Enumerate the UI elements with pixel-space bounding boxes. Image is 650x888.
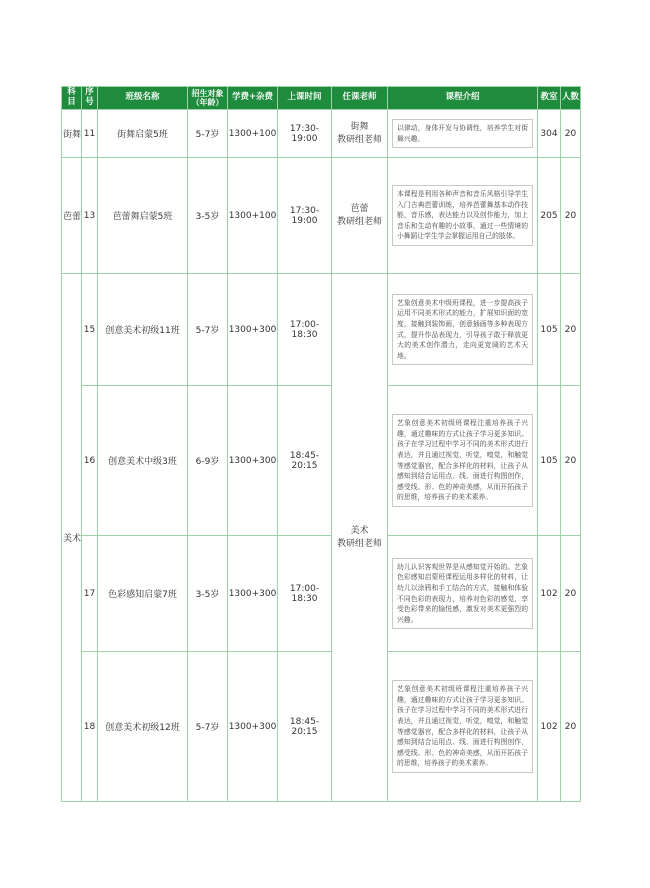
count-cell: 20 <box>561 274 581 386</box>
header-class-name: 班级名称 <box>98 87 188 110</box>
class-name-cell: 色彩感知启蒙7班 <box>98 536 188 652</box>
room-cell: 205 <box>538 158 561 274</box>
class-name-cell: 街舞启蒙5班 <box>98 110 188 158</box>
time-cell: 17:00-18:30 <box>278 536 332 652</box>
intro-cell <box>388 652 538 802</box>
class-name-cell: 芭蕾舞启蒙5班 <box>98 158 188 274</box>
course-schedule-table <box>61 86 581 802</box>
intro-text: 幼儿认识客观世界是从感知觉开始的。艺象色彩感知启蒙班课程运用多样化的材料，让幼儿以涂鸦和手工结合的方式，接触和体验不同色彩的表现力，培养对色彩的感觉，享受色彩带来的愉悦感，激发对美术更强烈的兴趣。 <box>392 558 533 629</box>
intro-cell <box>388 536 538 652</box>
class-name-cell: 创意美术初级12班 <box>98 652 188 802</box>
room-cell: 102 <box>538 536 561 652</box>
header-subject: 科 目 <box>62 87 82 110</box>
intro-text: 艺象创意美术初级班课程注重培养孩子兴趣，通过趣味的方式让孩子学习更多知识。孩子在学习过程中学习不同的美术形式进行表达，并且通过视觉，听觉，嗅觉，和触觉等感觉器官，配合多样化的材料，让孩子从感知到结合运用点、线、面进行构图创作，感受线、形、色的神奇美感，从而开拓孩子的思维，培养孩子的美术素养。 <box>392 680 533 772</box>
intro-cell <box>388 274 538 386</box>
room-cell: 105 <box>538 274 561 386</box>
count-cell: 20 <box>561 110 581 158</box>
table-row <box>62 536 581 652</box>
age-cell: 5-7岁 <box>188 274 228 386</box>
seq-cell: 18 <box>82 652 98 802</box>
room-cell: 102 <box>538 652 561 802</box>
time-cell: 17:30-19:00 <box>278 158 332 274</box>
fee-cell: 1300+300 <box>228 652 278 802</box>
subject-cell: 美术 <box>62 274 82 802</box>
header-seq: 序 号 <box>82 87 98 110</box>
header-fee: 学费+杂费 <box>228 87 278 110</box>
seq-cell: 13 <box>82 158 98 274</box>
fee-cell: 1300+300 <box>228 274 278 386</box>
class-name-cell: 创意美术中级3班 <box>98 386 188 536</box>
time-cell: 18:45-20:15 <box>278 386 332 536</box>
header-count: 人数 <box>561 87 581 110</box>
intro-text: 艺象创意美术中级班课程，进一步提高孩子运用不同美术形式的能力，扩展知识面的宽度，接触到装饰画，创意插画等多种表现方式，提升作品表现力，引导孩子敢于释放更大的美术创作潜力，走向更宽阔的艺术天地。 <box>392 294 533 365</box>
table-row <box>62 158 581 274</box>
table-row <box>62 386 581 536</box>
table-row <box>62 274 581 386</box>
intro-cell <box>388 110 538 158</box>
header-intro: 课程介绍 <box>388 87 538 110</box>
seq-cell: 16 <box>82 386 98 536</box>
intro-text: 以律动，身体开发与协调性，培养学生对街舞兴趣。 <box>392 119 533 148</box>
room-cell: 304 <box>538 110 561 158</box>
fee-cell: 1300+100 <box>228 158 278 274</box>
subject-cell: 芭蕾 <box>62 158 82 274</box>
age-cell: 6-9岁 <box>188 386 228 536</box>
time-cell: 18:45-20:15 <box>278 652 332 802</box>
subject-cell: 街舞 <box>62 110 82 158</box>
time-cell: 17:30-19:00 <box>278 110 332 158</box>
count-cell: 20 <box>561 536 581 652</box>
time-cell: 17:00-18:30 <box>278 274 332 386</box>
age-cell: 5-7岁 <box>188 110 228 158</box>
table-row <box>62 110 581 158</box>
fee-cell: 1300+300 <box>228 536 278 652</box>
count-cell: 20 <box>561 158 581 274</box>
intro-cell <box>388 386 538 536</box>
count-cell: 20 <box>561 652 581 802</box>
intro-cell <box>388 158 538 274</box>
seq-cell: 17 <box>82 536 98 652</box>
seq-cell: 15 <box>82 274 98 386</box>
teacher-cell: 芭蕾 教研组老师 <box>332 158 388 274</box>
header-teacher: 任课老师 <box>332 87 388 110</box>
intro-text: 本课程是利用各种声音和音乐风格引导学生入门古典芭蕾训练，培养芭蕾舞基本动作技能，音乐感，表达能力以及创作能力，加上音乐和生动有趣的小故事，通过一些情境的小舞蹈让学生学会掌握运用自己的肢体。 <box>392 185 533 246</box>
teacher-cell: 街舞 教研组老师 <box>332 110 388 158</box>
seq-cell: 11 <box>82 110 98 158</box>
table-row <box>62 652 581 802</box>
count-cell: 20 <box>561 386 581 536</box>
header-time: 上课时间 <box>278 87 332 110</box>
age-cell: 3-5岁 <box>188 158 228 274</box>
header-age: 招生对象 （年龄） <box>188 87 228 110</box>
fee-cell: 1300+300 <box>228 386 278 536</box>
fee-cell: 1300+100 <box>228 110 278 158</box>
teacher-cell: 美术 教研组老师 <box>332 274 388 802</box>
age-cell: 5-7岁 <box>188 652 228 802</box>
header-row <box>62 87 581 110</box>
header-room: 教室 <box>538 87 561 110</box>
intro-text: 艺象创意美术初级班课程注重培养孩子兴趣，通过趣味的方式让孩子学习更多知识。孩子在学习过程中学习不同的美术形式进行表达，并且通过视觉，听觉，嗅觉，和触觉等感觉器官，配合多样化的材料，让孩子从感知到结合运用点、线、面进行构图创作，感受线、形、色的神奇美感，从而开拓孩子的思维，培养孩子的美术素养。 <box>392 414 533 506</box>
class-name-cell: 创意美术初级11班 <box>98 274 188 386</box>
room-cell: 105 <box>538 386 561 536</box>
age-cell: 3-5岁 <box>188 536 228 652</box>
